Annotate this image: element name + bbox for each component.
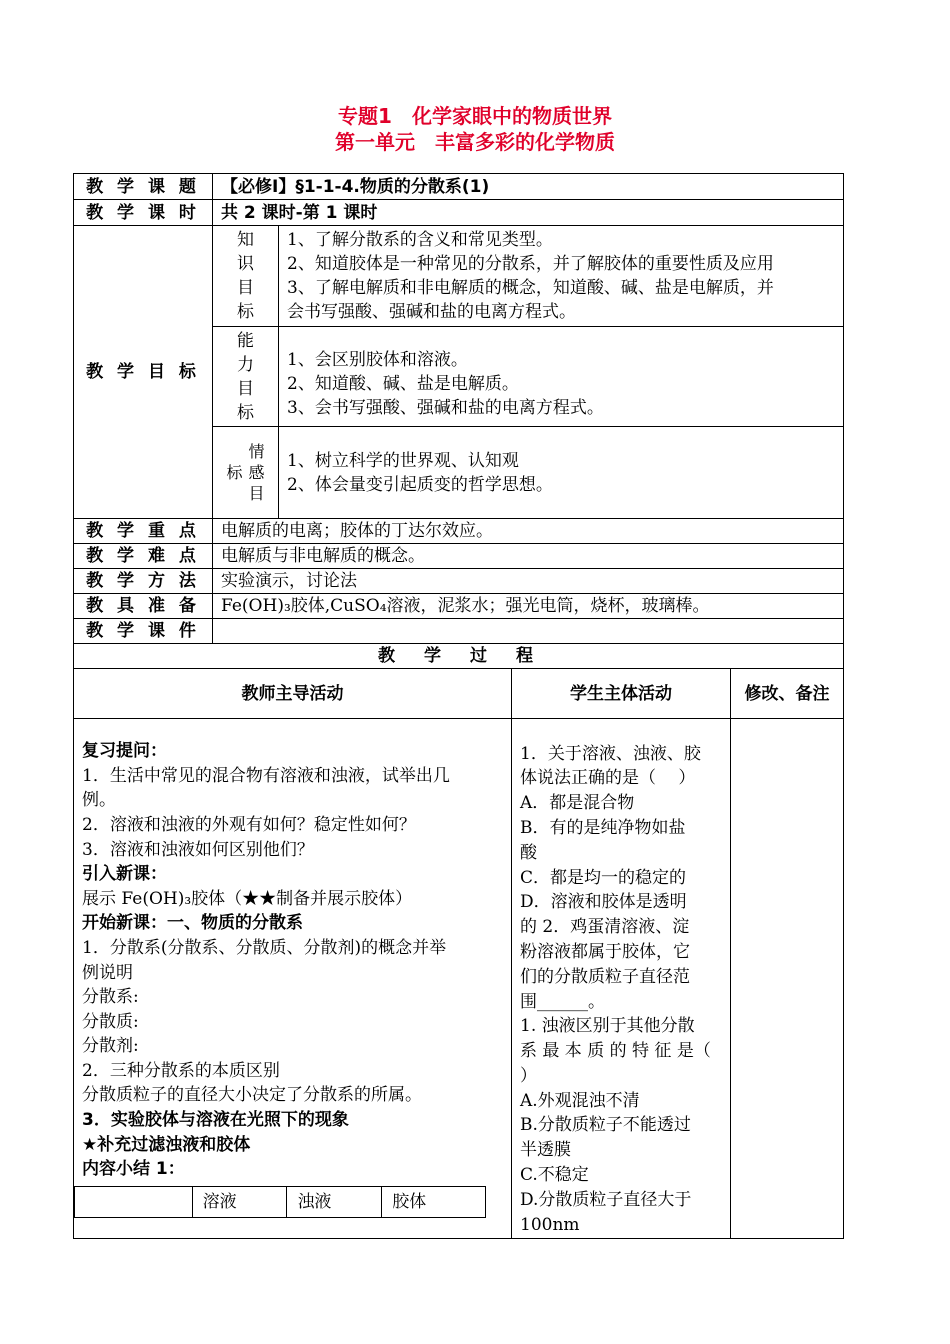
knowledge-label-char: 标 [237, 302, 254, 322]
emotion-label-char: 目 [248, 484, 265, 503]
teacher-line: 例说明 [82, 962, 133, 983]
student-line: 系 最 本 质 的 特 征 是（ [520, 1041, 711, 1062]
student-line: 体说法正确的是（ ） [520, 768, 696, 789]
teacher-column-header: 教师主导活动 [74, 669, 512, 719]
student-line: 粉溶液都属于胶体，它 [520, 941, 690, 962]
emotion-goal-label [213, 427, 279, 519]
notes-column-header: 修改、备注 [731, 669, 844, 719]
student-line: B．有的是纯净物如盐 [520, 817, 686, 838]
summary-table [74, 1186, 486, 1218]
student-line: 1．关于溶液、浊液、胶 [520, 743, 701, 764]
teacher-line: ★补充过滤浊液和胶体 [82, 1134, 251, 1155]
knowledge-label-char: 识 [237, 254, 254, 274]
page-title: 专题1 化学家眼中的物质世界 [338, 104, 612, 128]
teacher-line: 1．分散系(分散系、分散质、分散剂)的概念并举 [82, 937, 447, 958]
student-line: C．都是均一的稳定的 [520, 867, 687, 888]
summary-table-cell: 胶体 [382, 1186, 486, 1217]
courseware-label: 教 学 课 件 [74, 619, 213, 644]
teacher-line: 复习提问： [82, 741, 167, 762]
knowledge-item: 会书写强酸、强碱和盐的电离方程式。 [287, 302, 576, 322]
emotion-item: 2、体会量变引起质变的哲学思想。 [287, 474, 553, 495]
emotion-label-char: 情 [248, 442, 265, 461]
student-line: D．溶液和胶体是透明 [520, 892, 687, 913]
student-line: C.不稳定 [520, 1165, 589, 1186]
page-subtitle: 第一单元 丰富多彩的化学物质 [335, 130, 615, 154]
ability-label-char: 力 [237, 354, 254, 375]
notes-cell [731, 719, 844, 1239]
ability-goal-items [279, 327, 844, 427]
student-line: A．都是混合物 [520, 793, 635, 814]
student-column-header: 学生主体活动 [512, 669, 731, 719]
hours-value: 共 2 课时-第 1 课时 [213, 200, 844, 226]
student-activity-lines [520, 742, 722, 1238]
teacher-activity-cell [74, 719, 512, 1239]
teacher-line: 3．实验胶体与溶液在光照下的现象 [82, 1110, 349, 1131]
emotion-goal-items [279, 427, 844, 519]
student-line: D.分散质粒子直径大于 [520, 1189, 692, 1210]
summary-table-cell: 溶液 [192, 1186, 287, 1217]
ability-item: 1、会区别胶体和溶液。 [287, 349, 468, 370]
knowledge-label-char: 知 [237, 230, 254, 250]
teacher-line: 2．三种分散系的本质区别 [82, 1060, 280, 1081]
topic-label: 教 学 课 题 [74, 174, 213, 200]
knowledge-item: 1、了解分散系的含义和常见类型。 [287, 230, 553, 250]
ability-goal-label [213, 327, 279, 427]
student-line: 酸 [520, 842, 537, 863]
teacher-line: 分散剂: [82, 1036, 139, 1057]
tools-value: Fe(OH)₃胶体,CuSO₄溶液，泥浆水；强光电筒，烧杯，玻璃棒。 [213, 594, 844, 619]
teacher-activity-lines [82, 739, 503, 1182]
method-label: 教 学 方 法 [74, 569, 213, 594]
student-line: 的 2．鸡蛋清溶液、淀 [520, 917, 690, 938]
student-line: 们的分散质粒子直径范 [520, 966, 690, 987]
emotion-label-side: 标 [226, 463, 243, 482]
difficulty-value: 电解质与非电解质的概念。 [213, 544, 844, 569]
ability-label-char: 目 [237, 378, 254, 399]
student-line: A.外观混浊不清 [520, 1090, 640, 1111]
student-line: 半透膜 [520, 1140, 571, 1161]
teacher-line: 例。 [82, 790, 116, 811]
teacher-line: 1．生活中常见的混合物有溶液和浊液，试举出几 [82, 765, 450, 786]
topic-value: 【必修Ⅰ】§1-1-4.物质的分散系(1) [213, 174, 844, 200]
method-value: 实验演示，讨论法 [213, 569, 844, 594]
process-title: 教 学 过 程 [74, 644, 844, 669]
student-line: ） [520, 1065, 537, 1086]
teacher-line: 2．溶液和浊液的外观有如何？稳定性如何？ [82, 814, 416, 835]
knowledge-goal-label [213, 226, 279, 327]
summary-table-cell [75, 1186, 193, 1217]
student-line: 围______。 [520, 991, 605, 1012]
teacher-line: 内容小结 1： [82, 1159, 185, 1180]
summary-table-cell: 浊液 [287, 1186, 382, 1217]
student-line: 100nm [520, 1214, 580, 1235]
lesson-plan-table [73, 173, 844, 1239]
student-activity-cell [512, 719, 731, 1239]
student-line: 1. 浊液区别于其他分散 [520, 1016, 695, 1037]
goals-label: 教 学 目 标 [74, 226, 213, 519]
student-line: B.分散质粒子不能透过 [520, 1115, 691, 1136]
ability-item: 2、知道酸、碱、盐是电解质。 [287, 373, 519, 394]
teacher-line: 展示 Fe(OH)₃胶体（★★制备并展示胶体） [82, 888, 413, 909]
teacher-line: 引入新课： [82, 864, 167, 885]
teacher-line: 分散系: [82, 987, 139, 1008]
ability-label-char: 标 [237, 402, 254, 423]
courseware-value [213, 619, 844, 644]
knowledge-goal-items [279, 226, 844, 327]
teacher-line: 分散质: [82, 1011, 139, 1032]
emotion-label-char: 感 [248, 463, 265, 482]
hours-label: 教 学 课 时 [74, 200, 213, 226]
teacher-line: 3．溶液和浊液如何区别他们？ [82, 839, 314, 860]
difficulty-label: 教 学 难 点 [74, 544, 213, 569]
teacher-line: 开始新课：一、物质的分散系 [82, 913, 303, 934]
tools-label: 教 具 准 备 [74, 594, 213, 619]
key-points-value: 电解质的电离；胶体的丁达尔效应。 [213, 519, 844, 544]
ability-label-char: 能 [237, 330, 254, 351]
emotion-item: 1、树立科学的世界观、认知观 [287, 450, 519, 471]
key-points-label: 教 学 重 点 [74, 519, 213, 544]
knowledge-item: 3、了解电解质和非电解质的概念，知道酸、碱、盐是电解质，并 [287, 278, 774, 298]
knowledge-label-char: 目 [237, 278, 254, 298]
ability-item: 3、会书写强酸、强碱和盐的电离方程式。 [287, 397, 604, 418]
knowledge-item: 2、知道胶体是一种常见的分散系，并了解胶体的重要性质及应用 [287, 254, 774, 274]
teacher-line: 分散质粒子的直径大小决定了分散系的所属。 [82, 1085, 422, 1106]
